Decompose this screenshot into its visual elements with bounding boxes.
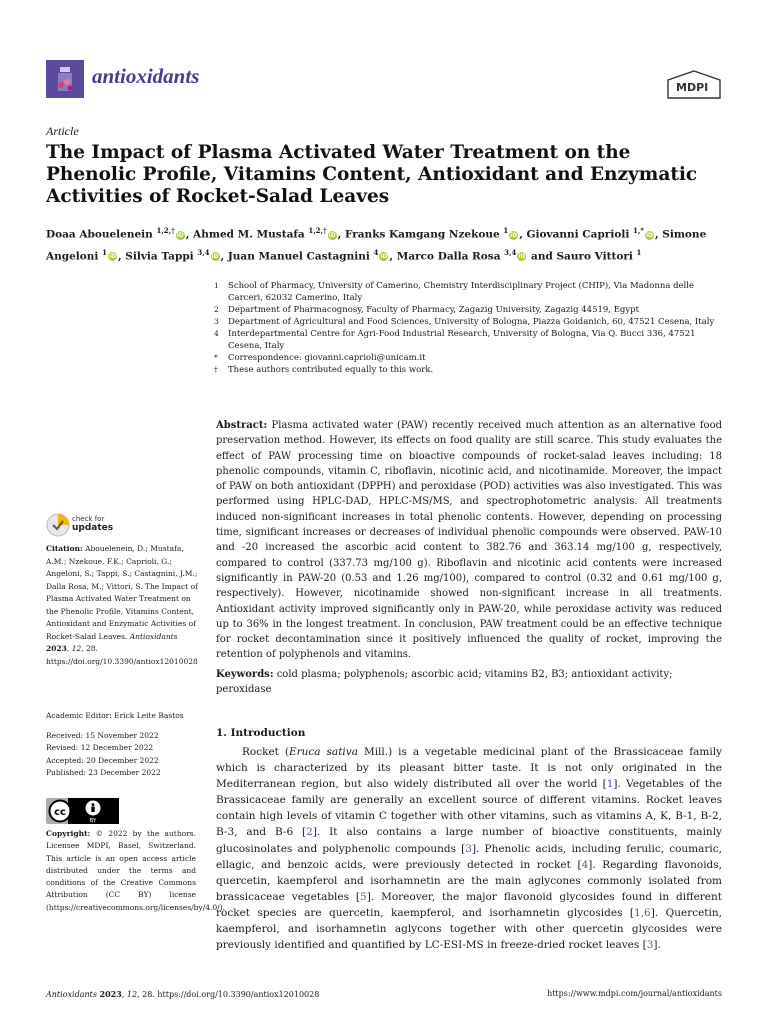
publication-dates bbox=[46, 730, 161, 779]
copyright-label: Copyright: bbox=[46, 829, 91, 838]
orcid-icon[interactable]: iD bbox=[518, 253, 526, 260]
citation-label: Citation: bbox=[46, 544, 83, 553]
author-separator: , bbox=[117, 250, 126, 262]
author-affiliation-marks: 1,2,† bbox=[156, 226, 175, 235]
author-affiliation-marks: 3,4 bbox=[197, 247, 210, 257]
author-separator: , bbox=[389, 250, 397, 262]
affiliations bbox=[210, 280, 730, 376]
footer-journal-url[interactable]: https://www.mdpi.com/journal/antioxidants bbox=[547, 989, 722, 998]
affiliation-text: Interdepartmental Centre for Agri-Food Industrial Research, University of Bologna, Via Q. Bucci 336, 47521 Cesena, Italy bbox=[228, 329, 696, 351]
footer-year: 2023 bbox=[99, 989, 122, 999]
affiliation-text: Department of Agricultural and Food Sciences, University of Bologna, Piazza Goidanich, 60, 47521 Cesena, Italy bbox=[228, 317, 715, 327]
author-name: Giovanni Caprioli bbox=[526, 228, 633, 241]
citation-journal: Antioxidants bbox=[129, 631, 178, 641]
affiliation-mark: 4 bbox=[214, 329, 219, 338]
copyright-notice bbox=[46, 828, 226, 914]
mdpi-logo-text: MDPI bbox=[676, 81, 709, 94]
affiliation-mark: * bbox=[214, 353, 218, 362]
reference-link[interactable]: 3 bbox=[646, 939, 654, 952]
footer-volume: 12 bbox=[126, 990, 138, 999]
author-name: Doaa Abouelenein bbox=[46, 228, 157, 241]
affiliation-item bbox=[210, 364, 730, 376]
orcid-icon[interactable]: iD bbox=[380, 253, 388, 260]
date-revised: Revised: 12 December 2022 bbox=[46, 743, 154, 753]
author-affiliation-marks: 1 bbox=[636, 247, 642, 257]
author-separator: and bbox=[527, 250, 557, 262]
author-affiliation-marks: 4 bbox=[373, 247, 379, 257]
abstract bbox=[216, 418, 722, 663]
date-received: Received: 15 November 2022 bbox=[46, 731, 159, 740]
abstract-label: Abstract: bbox=[216, 420, 268, 431]
introduction-paragraph bbox=[216, 744, 722, 953]
svg-text:BY: BY bbox=[89, 818, 97, 824]
footer-citation: Antioxidants 2023, 12, 28. https://doi.org/10.3390/antiox12010028 bbox=[46, 989, 320, 999]
check-updates-line2: updates bbox=[72, 523, 114, 533]
author-affiliation-marks: 1 bbox=[503, 226, 509, 235]
orcid-icon[interactable]: iD bbox=[176, 231, 184, 239]
author-list bbox=[46, 222, 736, 265]
intro-text: Mill.) is a vegetable medicinal plant of the Brassicaceae family which is characterized by its pleasant bitter taste. It is not only originated in the Mediterranean region, but also widely distributed all over the world [ bbox=[216, 746, 723, 791]
affiliation-item bbox=[210, 316, 730, 328]
author-name: Franks Kamgang Nzekoue bbox=[344, 228, 504, 241]
orcid-icon[interactable]: iD bbox=[510, 231, 518, 239]
affiliation-item bbox=[210, 304, 730, 316]
antioxidants-bottle-icon bbox=[46, 60, 84, 98]
academic-editor: Academic Editor: Erick Leite Bastos bbox=[46, 711, 184, 720]
keywords bbox=[216, 667, 722, 697]
author-name: Marco Dalla Rosa bbox=[396, 250, 505, 262]
intro-text: ]. bbox=[653, 939, 661, 952]
check-updates-line1: check for bbox=[72, 515, 105, 523]
intro-text: ]. Moreover, the major flavonoid glycosides found in different rocket species are quercetin, kaempferol, and isorhamnetin glycosides [ bbox=[216, 890, 722, 919]
abstract-text: Plasma activated water (PAW) recently received much attention as an alternative food preservation method. However, its effects on food quality are still scarce. This study evaluates the effect of PAW processing time on bioactive compounds of rocket-salad leaves including: 18 phenolic compounds, vitamin C, riboflavin, nicotinic acid, and nicotinamide. Moreover, the impact of PAW on both antioxidant (DPPH) and peroxidase (POD) activities was also investigated. This was performed using HPLC-DAD, HPLC-MS/MS, and spectrophotometric analysis. All treatments induced non-significant increases in total phenolic contents. However, depending on processing time, significant increases or decreases of individual phenolic compounds were observed. PAW-10 and -20 increased the ascorbic acid content to 382.76 and 363.14 mg/100 g, respectively, compared to control (337.73 mg/100 g). Riboflavin and nicotinic acid contents were increased significantly in PAW-20 (0.53 and 1.26 mg/100), compared to control (0.32 and 0.61 mg/100 g, respectively). However, nicotinamide showed non-significant increase in all treatments. Antioxidant activity improved significantly only in PAW-20, while peroxidase activity was reduced up to 36% in the longest treatment. In conclusion, PAW treatment could be an effective technique for rocket decontamination since it positively influenced the quality of rocket, improving the retention of polyphenols and vitamins. bbox=[216, 420, 722, 661]
orcid-icon[interactable]: iD bbox=[328, 231, 336, 239]
species-name: Eruca sativa bbox=[288, 746, 358, 758]
author-separator: , bbox=[337, 228, 345, 241]
intro-text: ]. Regarding flavonoids, quercetin, kaempferol and isorhamnetin are the main aglycones commonly isolated from brassicaceae vegetables [ bbox=[216, 858, 722, 903]
author-name: Juan Manuel Castagnini bbox=[227, 250, 374, 262]
orcid-icon[interactable]: iD bbox=[645, 231, 653, 239]
citation-volume: 12 bbox=[71, 644, 82, 653]
citation-doi[interactable]: , 28. https://doi.org/10.3390/antiox12010028 bbox=[46, 644, 198, 666]
svg-text:cc: cc bbox=[54, 807, 66, 818]
author-name: Ahmed M. Mustafa bbox=[193, 228, 309, 241]
citation: Citation: Abouelenein, D.; Mustafa, A.M.; Nzekoue, F.K.; Caprioli, G.; Angeloni, S.; Tappi, S.; Castagnini, J.M.; Dalla Rosa, M.; Vittori, S. The Impact of Plasma Activated Water Treatment on the Phenolic Profile, Vitamins Content, Antioxidant and Enzymatic Activities of Rocket-Salad Leaves. Antioxidants 2023, 12, 28. https://doi.org/10.3390/antiox12010028 bbox=[46, 544, 198, 666]
author-separator: , bbox=[220, 250, 228, 262]
author-separator: , bbox=[519, 228, 527, 241]
intro-text: ]. Quercetin, kaempferol, and isorhamnetin aglycons together with other quercetin glycosides were previously identified and quantified by LC-ESI-MS in freeze-dried rocket leaves [ bbox=[216, 906, 722, 952]
intro-text: ]. It also contains a large number of bioactive constituents, mainly glucosinolates and polyphenolic compounds [ bbox=[216, 826, 722, 855]
affiliation-mark: 3 bbox=[214, 317, 219, 326]
reference-link[interactable]: 4 bbox=[581, 858, 589, 871]
author-affiliation-marks: 1,2,† bbox=[308, 226, 327, 235]
affiliation-text: These authors contributed equally to this work. bbox=[228, 365, 434, 375]
affiliation-text: School of Pharmacy, University of Camerino, Chemistry Interdisciplinary Project (CHIP), Via Madonna delle Carceri, 62032 Camerino, Italy bbox=[228, 281, 695, 303]
intro-text: ]. Vegetables of the Brassicaceae family are generally an excellent source of different vitamins. Rocket leaves contain high levels of vitamin C together with other vitamins, such as vitamins A, K, B-1, B-2, B-3, and B-6 [ bbox=[216, 778, 722, 839]
article-title: The Impact of Plasma Activated Water Treatment on the Phenolic Profile, Vitamins Content, Antioxidant and Enzymatic Activities of Rocket-Salad Leaves bbox=[46, 142, 698, 207]
date-published: Published: 23 December 2022 bbox=[46, 767, 161, 777]
author-affiliation-marks: 3,4 bbox=[504, 247, 517, 257]
keywords-text: cold plasma; polyphenols; ascorbic acid; vitamins B2, B3; antioxidant activity; peroxidase bbox=[216, 669, 673, 695]
mdpi-logo bbox=[666, 70, 722, 100]
citation-text: Abouelenein, D.; Mustafa, A.M.; Nzekoue, F.K.; Caprioli, G.; Angeloni, S.; Tappi, S.; Castagnini, J.M.; Dalla Rosa, M.; Vittori, S. The Impact of Plasma Activated Water Treatment on the Phenolic Profile, Vitamins Content, Antioxidant and Enzymatic Activities of Rocket-Salad Leaves. bbox=[46, 544, 198, 641]
affiliation-mark: 2 bbox=[214, 305, 219, 314]
author-affiliation-marks: 1 bbox=[102, 247, 107, 257]
check-updates-icon bbox=[46, 513, 70, 537]
affiliation-text: Correspondence: giovanni.caprioli@unicam.it bbox=[228, 353, 426, 363]
check-for-updates-button[interactable] bbox=[46, 513, 126, 539]
intro-text: Rocket ( bbox=[242, 746, 289, 758]
author-affiliation-marks: 1,* bbox=[632, 226, 644, 235]
affiliation-item bbox=[210, 328, 730, 352]
citation-year: 2023 bbox=[46, 644, 67, 653]
affiliation-item bbox=[210, 352, 730, 364]
reference-link[interactable]: 5 bbox=[360, 890, 367, 903]
author-name: Sauro Vittori bbox=[556, 250, 637, 262]
author-name: Silvia Tappi bbox=[125, 250, 198, 262]
author-name: Simone Angeloni bbox=[46, 228, 707, 262]
orcid-icon[interactable]: iD bbox=[211, 253, 219, 260]
affiliation-text: Department of Pharmacognosy, Faculty of Pharmacy, Zagazig University, Zagazig 44519, Egypt bbox=[228, 305, 640, 315]
affiliation-mark: † bbox=[214, 365, 218, 374]
reference-link[interactable]: 2 bbox=[306, 826, 313, 839]
author-separator: , bbox=[185, 228, 194, 241]
intro-text: ]. Phenolic acids, including ferulic, coumaric, ellagic, and benzoic acids, were previously detected in rocket [ bbox=[216, 842, 722, 871]
footer-journal: Antioxidants bbox=[46, 990, 97, 999]
affiliation-item bbox=[210, 280, 730, 304]
keywords-label: Keywords: bbox=[216, 669, 274, 680]
date-accepted: Accepted: 20 December 2022 bbox=[46, 755, 159, 765]
article-type: Article bbox=[46, 124, 79, 138]
journal-name: antioxidants bbox=[92, 64, 200, 88]
orcid-icon[interactable]: iD bbox=[108, 253, 116, 260]
reference-link[interactable]: 3 bbox=[465, 842, 472, 855]
section-heading-introduction: 1. Introduction bbox=[216, 727, 306, 739]
author-separator: , bbox=[654, 228, 663, 241]
reference-link[interactable]: 1,6 bbox=[634, 906, 651, 919]
footer-doi[interactable]: , 28. https://doi.org/10.3390/antiox12010028 bbox=[137, 990, 320, 999]
reference-link[interactable]: 1 bbox=[606, 778, 614, 791]
copyright-text: © 2022 by the authors. Licensee MDPI, Basel, Switzerland. This article is an open access article distributed under the terms and conditions of the Creative Commons Attribution (CC BY) license (https://creativecommons.org/licenses/by/4.0/). bbox=[46, 829, 226, 912]
cc-by-license-icon[interactable] bbox=[46, 798, 119, 824]
affiliation-mark: 1 bbox=[214, 281, 219, 290]
